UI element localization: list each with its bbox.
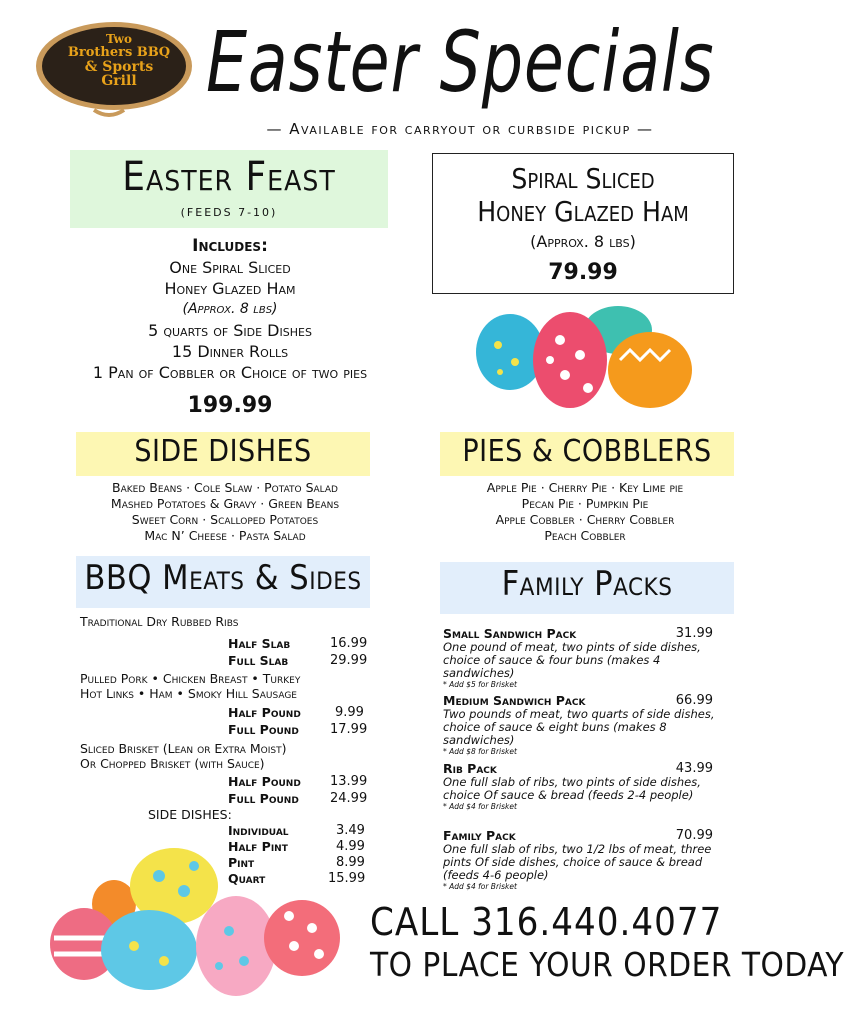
feast-title: Easter Feast [122, 154, 336, 200]
side-dishes-list [40, 480, 410, 544]
pack-price: 31.99 [675, 626, 713, 641]
pork-line2: Hot Links • Ham • Smoky Hill Sausage [80, 686, 297, 701]
menu-item-price: 3.49 [336, 823, 365, 838]
list-item: Apple Pie · Cherry Pie · Key Lime pie [486, 480, 684, 495]
ham-title-line2: Honey Glazed Ham [477, 195, 689, 228]
feast-price: 199.99 [187, 393, 273, 418]
call-phone: CALL 316.440.4077 [370, 900, 723, 944]
feast-item: 5 quarts of Side Dishes [148, 321, 312, 340]
pack-name: Medium Sandwich Pack [443, 693, 586, 708]
pies-list [400, 480, 770, 544]
feast-includes [40, 236, 420, 383]
pack-note: * Add $4 for Brisket [443, 882, 517, 891]
pack-desc: One full slab of ribs, two 1/2 lbs of meat, three pints Of side dishes, choice of sauce & bread (feeds 4-6 people) [443, 842, 712, 882]
menu-item-price: 15.99 [328, 871, 366, 886]
pack-desc: One pound of meat, two pints of side dishes, choice of sauce & four buns (makes 4 sandwiches) [443, 640, 701, 680]
menu-item-name: Half Pint [228, 839, 288, 854]
pack-price: 43.99 [675, 761, 713, 776]
easter-eggs-basket-image [44, 846, 344, 1016]
logo-line4: Grill [101, 73, 137, 89]
menu-item-name: Pint [228, 855, 255, 870]
list-item: Baked Beans · Cole Slaw · Potato Salad [112, 480, 338, 495]
logo [34, 18, 196, 118]
list-item: Apple Cobbler · Cherry Cobbler [495, 512, 675, 527]
logo-line2: Brothers BBQ [67, 45, 171, 60]
ribs-label: Traditional Dry Rubbed Ribs [80, 614, 239, 629]
pack-note: * Add $5 for Brisket [443, 680, 517, 689]
ham-title-line1: Spiral Sliced [511, 162, 655, 195]
brisket-line1: Sliced Brisket (Lean or Extra Moist) [80, 741, 287, 756]
menu-item-price: 29.99 [330, 653, 368, 668]
menu-item-price: 4.99 [336, 839, 365, 854]
pack-item [443, 626, 733, 689]
pack-name: Small Sandwich Pack [443, 626, 577, 641]
menu-item-price: 24.99 [330, 791, 368, 806]
ham-title [432, 162, 734, 228]
side-dishes-sub-label: SIDE DISHES: [148, 807, 232, 822]
ham-price: 79.99 [548, 260, 618, 285]
side-dishes-title: SIDE DISHES [134, 434, 312, 469]
pack-desc: One full slab of ribs, two pints of side dishes, choice Of sauce & bread (feeds 2-4 people) [443, 775, 701, 802]
brisket-line2: Or Chopped Brisket (with Sauce) [80, 756, 265, 771]
meats-title: BBQ Meats & Sides [84, 558, 362, 598]
list-item: Mashed Potatoes & Gravy · Green Beans [110, 496, 340, 511]
pack-item [443, 761, 733, 811]
menu-item-price: 17.99 [330, 722, 368, 737]
egg-icon [101, 910, 197, 990]
pack-note: * Add $4 for Brisket [443, 802, 517, 811]
pies-title: PIES & COBBLERS [462, 434, 712, 469]
pack-name: Rib Pack [443, 761, 497, 776]
menu-item-price: 16.99 [330, 636, 368, 651]
menu-item-name: Half Pound [228, 705, 301, 720]
page-subtitle: — Available for carryout or curbside pickup — [266, 120, 654, 138]
packs-title: Family Packs [501, 564, 673, 604]
feast-item: 1 Pan of Cobbler or Choice of two pies [92, 363, 368, 382]
menu-item-name: Full Pound [228, 791, 299, 806]
easter-eggs-image [470, 300, 700, 415]
menu-item-name: Individual [228, 823, 289, 838]
logo-line1: Two [106, 32, 132, 46]
menu-item-name: Full Pound [228, 722, 299, 737]
list-item: Sweet Corn · Scalloped Potatoes [131, 512, 319, 527]
pack-desc: Two pounds of meat, two quarts of side dishes, choice of sauce & eight buns (makes 8 sandwiches) [443, 707, 715, 747]
egg-icon [196, 896, 276, 996]
menu-item-name: Full Slab [228, 653, 289, 668]
feast-includes-label: Includes: [192, 236, 268, 256]
feast-item: One Spiral Sliced [169, 258, 291, 277]
feast-item: (Approx. 8 lbs) [182, 301, 278, 317]
pork-line1: Pulled Pork • Chicken Breast • Turkey [80, 671, 301, 686]
list-item: Mac N’ Cheese · Pasta Salad [144, 528, 306, 543]
ham-approx: (Approx. 8 lbs) [530, 232, 636, 251]
pack-item [443, 693, 733, 756]
feast-item: 15 Dinner Rolls [171, 342, 289, 361]
menu-item-price: 9.99 [335, 705, 364, 720]
menu-item-price: 13.99 [330, 774, 368, 789]
feast-item: Honey Glazed Ham [164, 279, 296, 298]
list-item: Peach Cobbler [544, 528, 626, 543]
feast-feeds: (FEEDS 7-10) [180, 206, 278, 219]
egg-icon [533, 312, 607, 408]
menu-item-price: 8.99 [336, 855, 365, 870]
menu-item-name: Half Slab [228, 636, 291, 651]
pack-name: Family Pack [443, 828, 516, 843]
list-item: Pecan Pie · Pumpkin Pie [521, 496, 649, 511]
pack-note: * Add $8 for Brisket [443, 747, 517, 756]
call-to-action: TO PLACE YOUR ORDER TODAY [370, 945, 844, 984]
egg-icon [264, 900, 340, 976]
menu-item-name: Quart [228, 871, 266, 886]
page-title: Easter Specials [206, 13, 715, 111]
egg-icon [608, 332, 692, 408]
pack-price: 66.99 [675, 693, 713, 708]
pack-price: 70.99 [675, 828, 713, 843]
pack-item [443, 828, 733, 891]
logo-line3: & Sports [84, 59, 154, 75]
menu-item-name: Half Pound [228, 774, 301, 789]
